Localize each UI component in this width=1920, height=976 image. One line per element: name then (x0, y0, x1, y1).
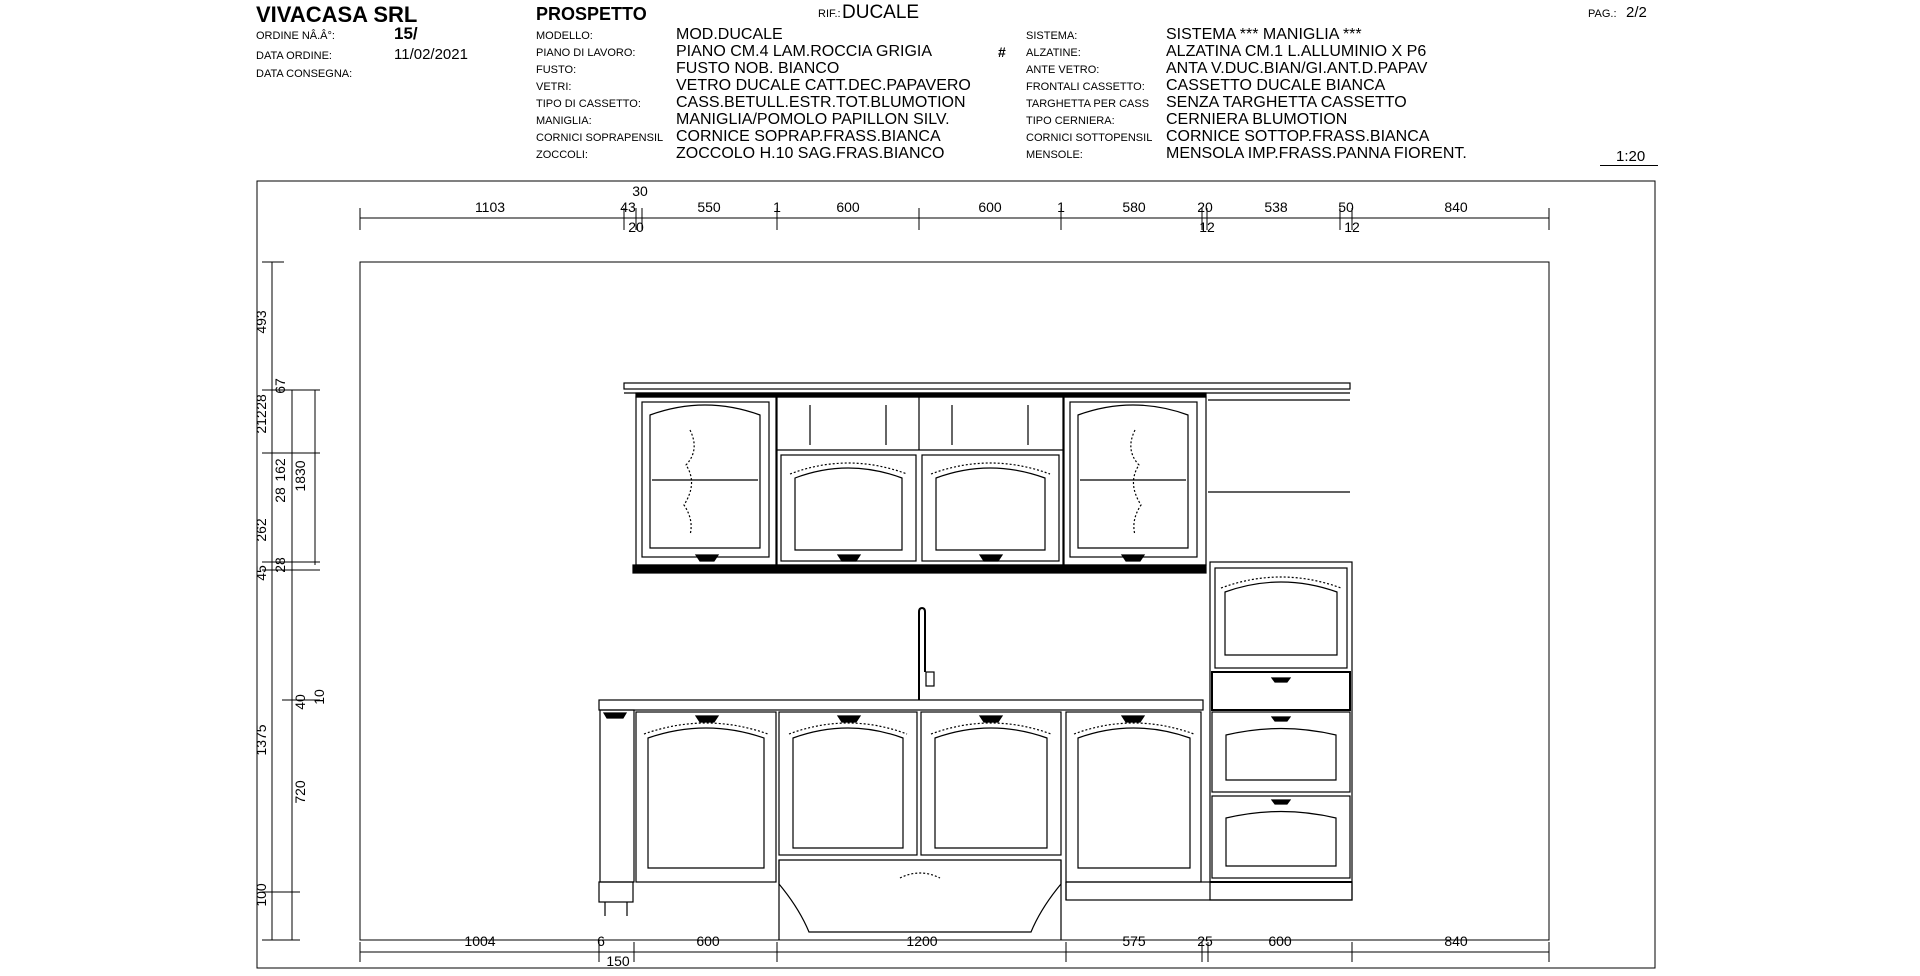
spec-label: CORNICI SOPRAPENSIL (536, 132, 664, 144)
top-cornice (624, 383, 1350, 389)
spec-value: CORNICE SOTTOP.FRASS.BIANCA (1166, 128, 1430, 145)
wall-outline (360, 262, 1549, 940)
dim-top: 1103 (474, 199, 506, 215)
tall-column (1210, 562, 1352, 900)
spec-label: VETRI: (536, 81, 572, 93)
dim-left: 493 (253, 310, 269, 334)
dim-bottom: 600 (696, 933, 720, 949)
dim-left-inner: 67 (272, 378, 288, 394)
spec-value: SENZA TARGHETTA CASSETTO (1166, 94, 1407, 111)
dim-top: 600 (978, 199, 1002, 215)
bottom-dimensions (464, 933, 1467, 969)
spec-label: ANTE VETRO: (1026, 64, 1100, 76)
spec-label: TIPO CERNIERA: (1026, 115, 1115, 127)
spec-label: PIANO DI LAVORO: (536, 47, 636, 59)
dim-top: 50 (1338, 199, 1354, 215)
dim-top: 30 (632, 183, 648, 199)
spec-value: ANTA V.DUC.BIAN/GI.ANT.D.PAPAV (1166, 60, 1428, 77)
dim-top: 12 (1199, 219, 1215, 235)
dim-bottom: 1200 (906, 933, 938, 949)
dim-left-inner: 10 (311, 689, 327, 705)
dim-left-inner: 28 (253, 394, 269, 410)
base-cabinets (599, 562, 1352, 940)
left-dimensions (253, 310, 327, 907)
spec-label: ZOCCOLI: (536, 149, 588, 161)
order-date-label: DATA ORDINE: (256, 50, 332, 62)
spec-value: VETRO DUCALE CATT.DEC.PAPAVERO (676, 77, 971, 94)
dim-left: 45 (253, 565, 269, 581)
spec-label: MODELLO: (536, 30, 593, 42)
spec-label: MENSOLE: (1026, 149, 1083, 161)
reference-label: RIF.: (818, 8, 841, 20)
spec-label: ALZATINE: (1026, 47, 1081, 59)
dim-top: 20 (1197, 199, 1213, 215)
spec-label: MANIGLIA: (536, 115, 592, 127)
dim-top: 580 (1122, 199, 1146, 215)
dim-left-inner: 28 (272, 487, 288, 503)
dim-bottom: 600 (1268, 933, 1292, 949)
spec-value: SISTEMA *** MANIGLIA *** (1166, 26, 1362, 43)
spec-value: MOD.DUCALE (676, 26, 783, 43)
wall-door (922, 455, 1059, 561)
spec-label: TARGHETTA PER CASS (1026, 98, 1150, 110)
dim-bottom: 150 (606, 953, 630, 969)
spec-value: CASSETTO DUCALE BIANCA (1166, 77, 1386, 94)
dim-top: 20 (628, 219, 644, 235)
dim-left: 262 (253, 518, 269, 542)
dim-bottom: 25 (1197, 933, 1213, 949)
worktop (599, 700, 1203, 710)
dim-top: 538 (1264, 199, 1288, 215)
spec-value: MENSOLA IMP.FRASS.PANNA FIORENT. (1166, 145, 1467, 162)
spec-label: FUSTO: (536, 64, 577, 76)
page-label: PAG.: (1588, 8, 1617, 20)
order-number-label: ORDINE NÂ.Â°: (256, 30, 335, 42)
dim-left-inner: 1830 (292, 460, 308, 492)
spec-value: CASS.BETULL.ESTR.TOT.BLUMOTION (676, 94, 966, 111)
dim-top: 550 (697, 199, 721, 215)
spec-label: FRONTALI CASSETTO: (1026, 81, 1145, 93)
dim-left-inner: 162 (272, 458, 288, 482)
spec-label: SISTEMA: (1026, 30, 1078, 42)
spec-value: FUSTO NOB. BIANCO (676, 60, 840, 77)
dim-left: 212 (253, 410, 269, 434)
spec-label: CORNICI SOTTOPENSIL (1026, 132, 1153, 144)
reference-value: DUCALE (842, 2, 920, 23)
dim-bottom: 1004 (464, 933, 496, 949)
spec-value: ALZATINA CM.1 L.ALLUMINIO X P6 (1166, 43, 1427, 60)
spec-value: CERNIERA BLUMOTION (1166, 111, 1348, 128)
spec-value: ZOCCOLO H.10 SAG.FRAS.BIANCO (676, 145, 945, 162)
hash-mark: # (998, 44, 1006, 60)
spec-value: PIANO CM.4 LAM.ROCCIA GRIGIA (676, 43, 933, 60)
dim-bottom: 6 (597, 933, 605, 949)
spec-value: CORNICE SOPRAP.FRASS.BIANCA (676, 128, 941, 145)
dim-top: 840 (1444, 199, 1468, 215)
sheet-title: PROSPETTO (536, 4, 647, 24)
faucet (919, 608, 925, 700)
dim-top: 1 (773, 199, 781, 215)
wall-door (781, 455, 916, 561)
dim-top: 43 (620, 199, 636, 215)
spec-label: TIPO DI CASSETTO: (536, 98, 641, 110)
dim-top: 12 (1344, 219, 1360, 235)
dim-left-inner: 40 (292, 694, 308, 710)
left-ticks (262, 262, 320, 940)
delivery-date-label: DATA CONSEGNA: (256, 68, 353, 80)
company-name: VIVACASA SRL (256, 2, 418, 27)
order-date: 11/02/2021 (394, 46, 468, 63)
dim-bottom: 840 (1444, 933, 1468, 949)
dim-left-inner: 720 (292, 780, 308, 804)
drawing-frame (257, 181, 1655, 968)
spec-value: MANIGLIA/POMOLO PAPILLON SILV. (676, 111, 950, 128)
dim-left: 100 (253, 883, 269, 907)
page-number: 2/2 (1626, 4, 1647, 21)
order-number: 15/ (394, 24, 418, 43)
dim-left: 1375 (253, 724, 269, 756)
dim-left-inner: 28 (272, 557, 288, 573)
bottom-cornice (633, 565, 1206, 573)
scale-label: 1:20 (1616, 148, 1646, 165)
dim-top: 1 (1057, 199, 1065, 215)
wall-cabinets (624, 383, 1350, 573)
top-ticks (360, 208, 1549, 230)
dim-bottom: 575 (1122, 933, 1146, 949)
dim-top: 600 (836, 199, 860, 215)
